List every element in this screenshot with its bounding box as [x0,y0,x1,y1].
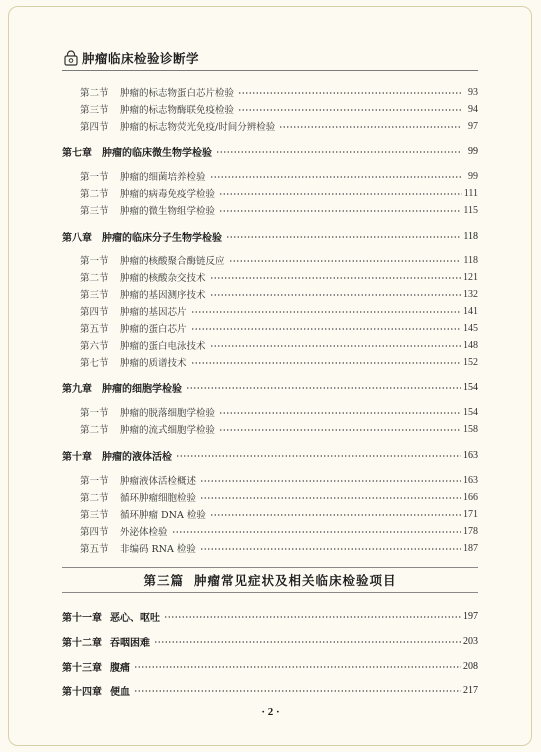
part-number: 第三篇 [143,573,184,588]
section-number: 第三节 [80,206,109,217]
toc-entry[interactable] [80,320,478,336]
toc-entry[interactable] [80,84,478,100]
toc-entry[interactable] [80,337,478,353]
section-title: 肿瘤的基因芯片 [120,307,187,318]
section-title: 肿瘤的标志物蛋白芯片检验 [120,88,235,99]
section-number: 第七节 [80,358,109,369]
toc-chapter-entry[interactable] [62,143,478,159]
leader-dots [200,489,461,505]
leader-dots [219,185,462,201]
page-number: 208 [463,660,478,672]
toc-chapter-entry[interactable] [62,682,478,698]
toc-entry[interactable] [80,421,478,437]
page-number: 97 [468,120,478,132]
page-number: 171 [463,508,478,520]
section-number: 第四节 [80,307,109,318]
chapter-title: 恶心、呕吐 [110,612,160,624]
leader-dots [186,379,461,395]
page-number: 145 [463,322,478,334]
section-number: 第二节 [80,273,109,284]
leader-dots [210,168,462,184]
section-title: 外泌体检验 [120,527,168,538]
section-title: 循环肿瘤细胞检验 [120,493,197,504]
section-number: 第一节 [80,172,109,183]
page-number: 197 [463,610,478,622]
toc-entry[interactable] [80,506,478,522]
toc-entry[interactable] [80,303,478,319]
page-number: 111 [463,187,478,199]
leader-dots [238,101,462,117]
chapter-number: 第十三章 [62,662,102,674]
page-number: 154 [463,381,478,393]
part-title: 肿瘤常见症状及相关临床检验项目 [194,573,397,588]
section-title: 肿瘤的微生物组学检验 [120,206,216,217]
toc-chapter-entry[interactable] [62,228,478,244]
page-number: 141 [463,305,478,317]
leader-dots [210,269,461,285]
toc-chapter-entry[interactable] [62,379,478,395]
chapter-title: 便血 [110,686,130,698]
leader-dots [191,354,461,370]
section-title: 肿瘤的基因测序技术 [120,290,206,301]
toc-chapter-entry[interactable] [62,658,478,674]
section-number: 第五节 [80,544,109,555]
toc-entry[interactable] [80,404,478,420]
chapter-title: 腹痛 [110,662,130,674]
chapter-title: 肿瘤的细胞学检验 [102,383,182,395]
page-number: 94 [468,103,478,115]
book-title: 肿瘤临床检验诊断学 [82,51,200,66]
leader-dots [200,540,461,556]
chapter-title: 肿瘤的临床微生物学检验 [102,147,212,159]
page-number: 121 [463,271,478,283]
chapter-title: 肿瘤的液体活检 [102,451,172,463]
section-title: 肿瘤的标志物酶联免疫检验 [120,105,235,116]
leader-dots [191,320,461,336]
leader-dots [134,682,461,698]
section-title: 肿瘤的标志物荧光免疫/时间分辨检验 [120,122,276,133]
part-rule-top [62,567,478,568]
page-number: 132 [463,288,478,300]
page-number: 217 [463,684,478,696]
header-divider [62,70,478,71]
leader-dots [164,608,461,624]
page-number: 115 [463,204,478,216]
section-title: 非编码 RNA 检验 [120,544,196,555]
leader-dots [219,202,461,218]
section-title: 肿瘤的脱落细胞学检验 [120,408,216,419]
section-title: 肿瘤的病毒免疫学检验 [120,189,216,200]
toc-entry[interactable] [80,118,478,134]
section-title: 肿瘤液体活检概述 [120,476,197,487]
toc-chapter-entry[interactable] [62,447,478,463]
toc-entry[interactable] [80,185,478,201]
lock-icon [64,50,78,66]
section-number: 第二节 [80,189,109,200]
toc-entry[interactable] [80,202,478,218]
leader-dots [216,143,462,159]
section-title: 肿瘤的质谱技术 [120,358,187,369]
section-number: 第五节 [80,324,109,335]
leader-dots [154,633,461,649]
toc-entry[interactable] [80,540,478,556]
section-number: 第六节 [80,341,109,352]
section-title: 循环肿瘤 DNA 检验 [120,510,206,521]
leader-dots [134,658,461,674]
leader-dots [172,523,461,539]
running-header [64,48,199,68]
section-title: 肿瘤的核酸杂交技术 [120,273,206,284]
leader-dots [200,472,461,488]
page-number: 154 [463,406,478,418]
leader-dots [191,303,461,319]
section-number: 第一节 [80,256,109,267]
toc-entry[interactable] [80,168,478,184]
chapter-number: 第九章 [62,383,92,395]
page-number: 99 [468,145,478,157]
page-number: 178 [463,525,478,537]
leader-dots [229,252,462,268]
page-number: 166 [463,491,478,503]
leader-dots [210,506,461,522]
chapter-title: 吞咽困难 [110,637,150,649]
toc-entry[interactable] [80,252,478,268]
leader-dots [176,447,461,463]
page-number: 93 [468,86,478,98]
page-footer: · 2 · [261,706,280,718]
leader-dots [279,118,462,134]
chapter-number: 第七章 [62,147,92,159]
toc-chapter-entry[interactable] [62,608,478,624]
leader-dots [210,337,461,353]
page-number: 148 [463,339,478,351]
toc-entry[interactable] [80,286,478,302]
toc-chapter-entry[interactable] [62,633,478,649]
part-rule-bottom [62,592,478,593]
toc-entry[interactable] [80,523,478,539]
page-number: 118 [463,230,478,242]
section-title: 肿瘤的流式细胞学检验 [120,425,216,436]
leader-dots [238,84,462,100]
chapter-title: 肿瘤的临床分子生物学检验 [102,232,222,244]
toc-entry[interactable] [80,101,478,117]
section-number: 第三节 [80,290,109,301]
leader-dots [226,228,461,244]
section-number: 第二节 [80,493,109,504]
section-number: 第一节 [80,476,109,487]
chapter-number: 第十四章 [62,686,102,698]
section-title: 肿瘤的核酸聚合酶链反应 [120,256,225,267]
page-number: 163 [463,474,478,486]
leader-dots [219,404,461,420]
leader-dots [219,421,461,437]
section-number: 第四节 [80,122,109,133]
leader-dots [210,286,461,302]
page-number: 99 [468,170,478,182]
section-number: 第二节 [80,88,109,99]
page-number: 158 [463,423,478,435]
section-title: 肿瘤的蛋白芯片 [120,324,187,335]
chapter-number: 第十章 [62,451,92,463]
section-title: 肿瘤的细菌培养检验 [120,172,206,183]
page-number: 187 [463,542,478,554]
page-number: 152 [463,356,478,368]
part-heading [62,571,478,589]
section-number: 第三节 [80,105,109,116]
toc-entry[interactable] [80,269,478,285]
page-number: 163 [463,449,478,461]
section-number: 第四节 [80,527,109,538]
page-number: 118 [463,254,478,266]
chapter-number: 第八章 [62,232,92,244]
section-number: 第一节 [80,408,109,419]
section-number: 第二节 [80,425,109,436]
chapter-number: 第十二章 [62,637,102,649]
page-number: 203 [463,635,478,647]
section-title: 肿瘤的蛋白电泳技术 [120,341,206,352]
chapter-number: 第十一章 [62,612,102,624]
section-number: 第三节 [80,510,109,521]
toc-entry[interactable] [80,489,478,505]
toc-entry[interactable] [80,354,478,370]
toc-entry[interactable] [80,472,478,488]
